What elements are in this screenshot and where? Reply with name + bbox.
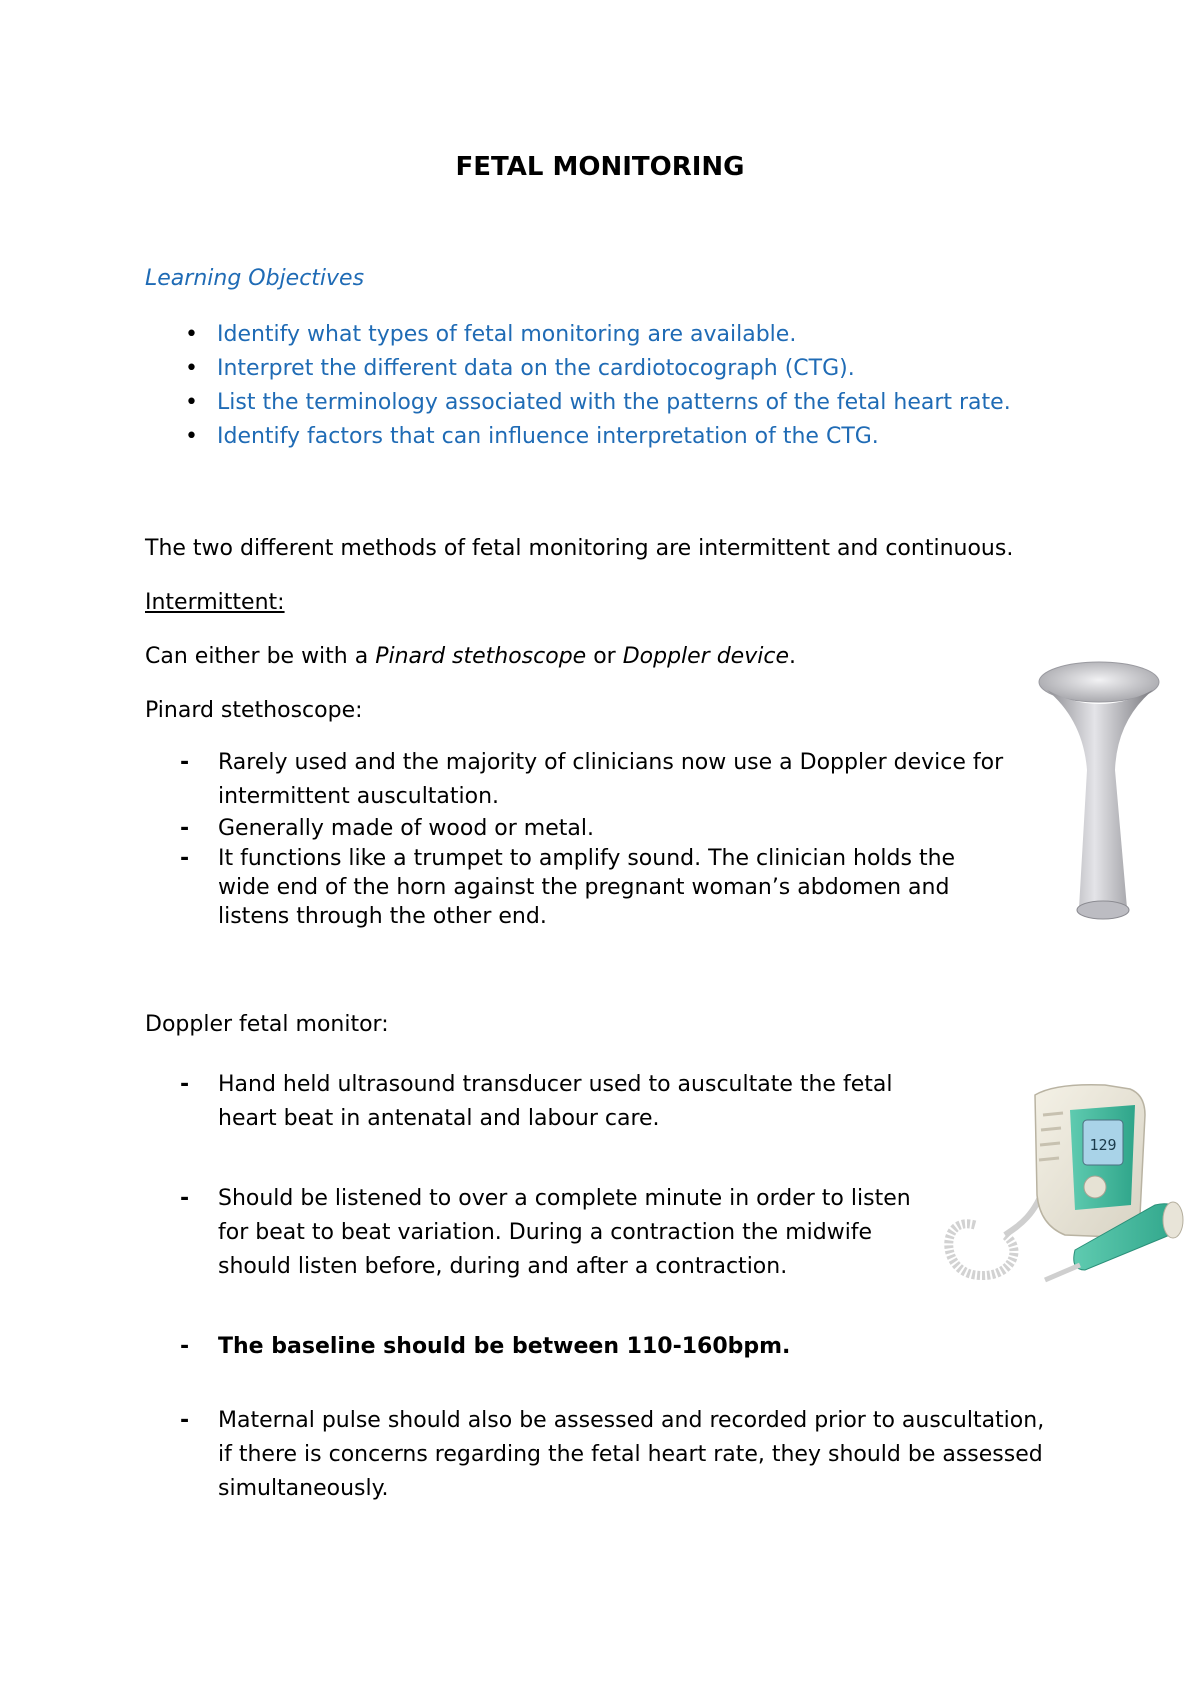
- list-item: - Should be listened to over a complete minute in order to listen for beat to beat variation. During a contraction the midwife should listen before, during and after a contraction.: [180, 1182, 918, 1284]
- dash-marker: -: [180, 846, 190, 871]
- objectives-list: [185, 318, 1085, 454]
- learning-objectives-heading: Learning Objectives: [145, 266, 365, 291]
- pinard-list: [180, 746, 1010, 931]
- page-title: FETAL MONITORING: [455, 152, 745, 182]
- bullet-icon: •: [185, 390, 198, 415]
- list-item: - Generally made of wood or metal.: [180, 814, 1010, 844]
- pinard-term: Pinard stethoscope: [375, 644, 587, 669]
- list-item: - Maternal pulse should also be assessed and recorded prior to auscultation, if there is concerns regarding the fetal heart rate, they should be assessed simultaneously.: [180, 1404, 1060, 1506]
- intro-paragraph: The two different methods of fetal monitoring are intermittent and continuous.: [145, 536, 1014, 561]
- list-item: - Hand held ultrasound transducer used to auscultate the fetal heart beat in antenatal and labour care.: [180, 1068, 918, 1136]
- doppler-list: [180, 1068, 1060, 1506]
- dash-marker: -: [180, 816, 190, 841]
- doppler-screen-reading: 129: [1089, 1136, 1117, 1154]
- dash-marker: -: [180, 1072, 190, 1097]
- dash-marker: -: [180, 1408, 190, 1433]
- doppler-device-image: [935, 1075, 1190, 1305]
- dash-marker: -: [180, 1334, 190, 1359]
- list-item: - The baseline should be between 110-160bpm.: [180, 1330, 1060, 1364]
- dash-marker: -: [180, 1186, 190, 1211]
- list-item: - It functions like a trumpet to amplify sound. The clinician holds the wide end of the horn against the pregnant woman’s abdomen and listens through the other end.: [180, 846, 956, 929]
- doppler-term: Doppler device: [622, 644, 789, 669]
- objective-item: • Interpret the different data on the cardiotocograph (CTG).: [185, 352, 1085, 386]
- list-item: - Rarely used and the majority of clinicians now use a Doppler device for intermittent auscultation.: [180, 746, 1010, 814]
- bullet-icon: •: [185, 322, 198, 347]
- bullet-icon: •: [185, 356, 198, 381]
- objective-item: • Identify factors that can influence interpretation of the CTG.: [185, 420, 1085, 454]
- objective-item: • Identify what types of fetal monitoring are available.: [185, 318, 1085, 352]
- doppler-heading: Doppler fetal monitor:: [145, 1012, 389, 1037]
- pinard-stethoscope-image: [1035, 660, 1165, 930]
- intermittent-description: Can either be with a Pinard stethoscope or Doppler device.: [145, 644, 796, 669]
- dash-marker: -: [180, 750, 190, 775]
- pinard-heading: Pinard stethoscope:: [145, 698, 363, 723]
- intermittent-heading: Intermittent:: [145, 590, 285, 615]
- objective-item: • List the terminology associated with the patterns of the fetal heart rate.: [185, 386, 1085, 420]
- bullet-icon: •: [185, 424, 198, 449]
